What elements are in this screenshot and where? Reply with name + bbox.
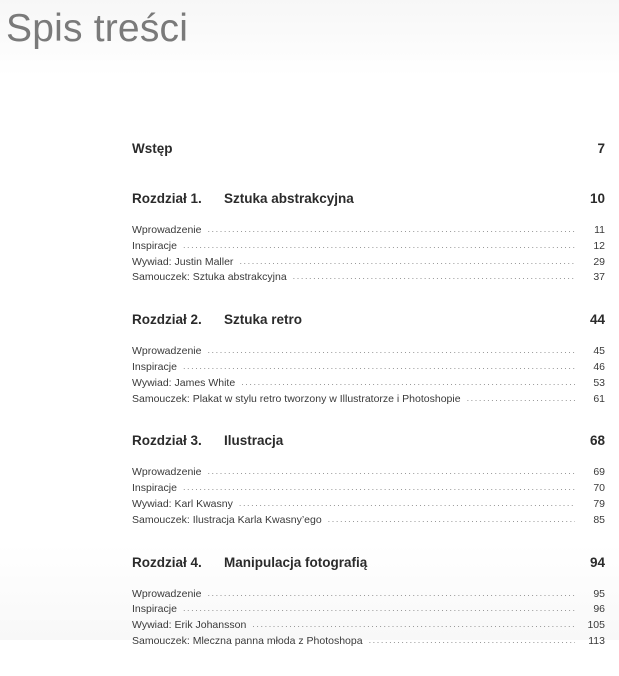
dot-leader xyxy=(241,375,575,391)
toc-heading-intro[interactable] xyxy=(132,141,605,161)
dot-leader xyxy=(183,601,575,617)
dot-leader xyxy=(239,496,575,512)
page-title: Spis treści xyxy=(6,7,189,50)
toc-heading-chapter-4[interactable] xyxy=(132,555,605,575)
toc-entry[interactable] xyxy=(132,634,605,650)
toc-section-chapter-3 xyxy=(132,433,605,528)
toc-entry-page: 53 xyxy=(593,376,605,389)
toc-entry-label: Wywiad: Justin Maller xyxy=(132,255,234,268)
chapter-page: 44 xyxy=(589,312,605,328)
dot-leader xyxy=(207,222,575,238)
table-of-contents xyxy=(132,141,605,676)
toc-entry-page: 96 xyxy=(593,603,605,616)
toc-entry-page: 45 xyxy=(593,345,605,358)
toc-entry[interactable] xyxy=(132,587,605,603)
toc-entry-page: 37 xyxy=(593,271,605,284)
toc-section-chapter-1 xyxy=(132,191,605,286)
toc-entry-page: 85 xyxy=(593,513,605,526)
toc-heading-chapter-1[interactable] xyxy=(132,191,605,211)
dot-leader xyxy=(183,480,575,496)
toc-entry-label: Samouczek: Ilustracja Karla Kwasny’ego xyxy=(132,513,322,526)
toc-entry-label: Samouczek: Mleczna panna młoda z Photoshopa xyxy=(132,634,363,647)
toc-section-chapter-2 xyxy=(132,312,605,407)
toc-entry[interactable] xyxy=(132,255,605,271)
toc-entry-page: 79 xyxy=(593,497,605,510)
toc-entry-label: Wywiad: James White xyxy=(132,376,236,389)
toc-section-intro xyxy=(132,141,605,161)
toc-entry[interactable] xyxy=(132,344,605,360)
toc-entry-page: 113 xyxy=(588,634,605,647)
toc-entry[interactable] xyxy=(132,497,605,513)
toc-entry[interactable] xyxy=(132,376,605,392)
chapter-page: 10 xyxy=(589,191,605,206)
toc-entry[interactable] xyxy=(132,602,605,618)
dot-leader xyxy=(207,464,575,480)
toc-entry[interactable] xyxy=(132,513,605,529)
chapter-title: Manipulacja fotografią xyxy=(224,554,368,570)
chapter-title: Sztuka retro xyxy=(224,312,303,328)
dot-leader xyxy=(207,586,575,602)
chapter-page: 68 xyxy=(589,433,605,449)
toc-entry-label: Inspiracje xyxy=(132,603,177,616)
toc-entry-label: Wprowadzenie xyxy=(132,224,202,236)
toc-entry-label: Wywiad: Karl Kwasny xyxy=(132,497,233,510)
chapter-title: Ilustracja xyxy=(224,433,284,449)
toc-entry[interactable] xyxy=(132,618,605,634)
toc-entry-page: 105 xyxy=(587,619,605,632)
toc-entry[interactable] xyxy=(132,360,605,376)
chapter-number: Rozdział 4. xyxy=(132,554,202,570)
toc-entry[interactable] xyxy=(132,392,605,408)
dot-leader xyxy=(467,391,575,407)
chapter-number: Rozdział 2. xyxy=(132,312,202,328)
dot-leader xyxy=(369,633,575,649)
toc-entry-label: Samouczek: Plakat w stylu retro tworzony w Illustratorze i Photoshopie xyxy=(132,392,461,405)
chapter-number: Rozdział 3. xyxy=(132,433,202,449)
toc-entry-label: Wprowadzenie xyxy=(132,466,202,479)
dot-leader xyxy=(239,254,575,270)
toc-entry-page: 61 xyxy=(593,392,605,405)
toc-heading-chapter-3[interactable] xyxy=(132,433,605,453)
toc-heading-chapter-2[interactable] xyxy=(132,312,605,332)
dot-leader xyxy=(328,512,575,528)
toc-entry-page: 95 xyxy=(593,587,605,600)
dot-leader xyxy=(183,238,575,254)
toc-entry[interactable] xyxy=(132,223,605,239)
toc-entry-page: 70 xyxy=(593,482,605,495)
toc-entry-label: Inspiracje xyxy=(132,360,177,373)
dot-leader xyxy=(293,269,575,285)
toc-heading-title: Wstęp xyxy=(132,141,173,156)
toc-section-chapter-4 xyxy=(132,555,605,650)
chapter-page: 94 xyxy=(589,554,605,570)
toc-entry-label: Samouczek: Sztuka abstrakcyjna xyxy=(132,271,287,284)
toc-entry[interactable] xyxy=(132,270,605,286)
dot-leader xyxy=(252,617,575,633)
dot-leader xyxy=(207,343,575,359)
toc-heading-page: 7 xyxy=(597,141,605,156)
toc-entry-label: Wywiad: Erik Johansson xyxy=(132,619,247,632)
toc-entry[interactable] xyxy=(132,481,605,497)
toc-entry-page: 12 xyxy=(593,239,605,252)
toc-entry-label: Wprowadzenie xyxy=(132,345,202,358)
toc-entry-label: Wprowadzenie xyxy=(132,587,202,600)
toc-entry-page: 46 xyxy=(593,360,605,373)
chapter-number: Rozdział 1. xyxy=(132,191,202,206)
toc-entry-label: Inspiracje xyxy=(132,482,177,495)
toc-entry-label: Inspiracje xyxy=(132,239,177,252)
toc-entry-page: 29 xyxy=(593,255,605,268)
toc-entry-page: 11 xyxy=(594,224,605,236)
toc-entry[interactable] xyxy=(132,239,605,255)
toc-entry-page: 69 xyxy=(593,466,605,479)
dot-leader xyxy=(183,359,575,375)
toc-entry[interactable] xyxy=(132,465,605,481)
chapter-title: Sztuka abstrakcyjna xyxy=(224,191,354,206)
